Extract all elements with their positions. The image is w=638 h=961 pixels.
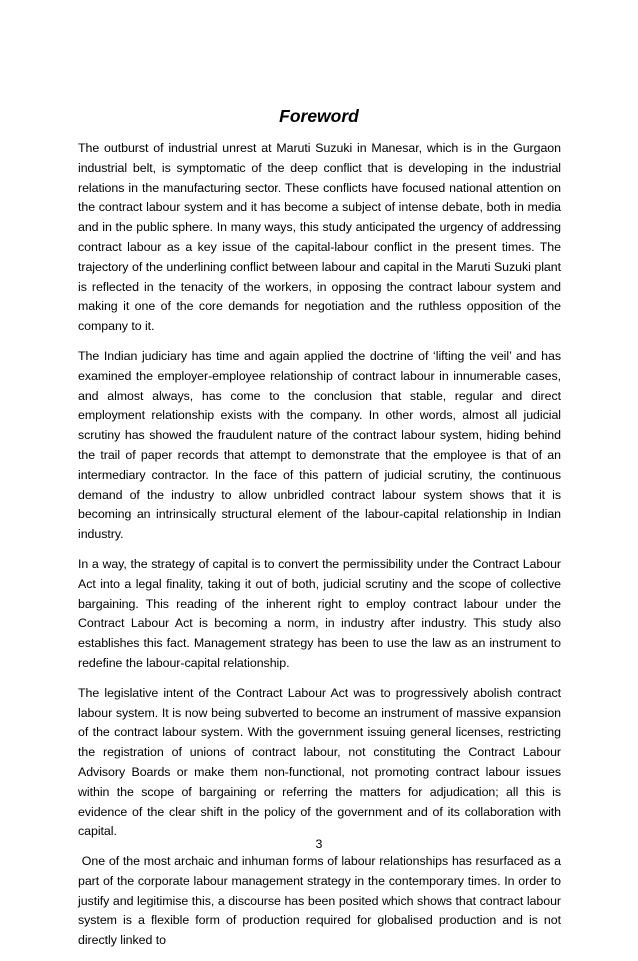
paragraph-2: The Indian judiciary has time and again applied the doctrine of ‘lifting the veil’ and has examined the employer-employee relationship of contract labour in innumerable cases, and almost always, has come to the conclusion that stable, regular and direct employment relationship exists with the company. In other words, almost all judicial scrutiny has showed the fraudulent nature of the contract labour system, hiding behind the trail of paper records that attempt to demonstrate that the employee is that of an intermediary contractor. In the face of this pattern of judicial scrutiny, the continuous demand of the industry to allow unbridled contract labour system shows that it is becoming an intrinsically structural element of the labour-capital relationship in Indian industry. (78, 348, 561, 542)
paragraph-5: One of the most archaic and inhuman forms of labour relationships has resurfaced as a part of the corporate labour management strategy in the contemporary times. In order to justify and legitimise this, a discourse has been posited which shows that contract labour system is a flexible form of production required for globalised production and is not directly linked to (78, 854, 565, 948)
paragraph-4: The legislative intent of the Contract Labour Act was to progressively abolish contract labour system. It is now being subverted to become an instrument of massive expansion of the contract labour system. With the government issuing general licenses, restricting the registration of unions of contract labour, not constituting the Contract Labour Advisory Boards or make them non-functional, not promoting contract labour issues within the scope of bargaining or referring the matters for adjudication; all this is evidence of the clear shift in the policy of the government and of its collaboration with capital. (78, 685, 561, 839)
paragraph-3: In a way, the strategy of capital is to convert the permissibility under the Contract Labour Act into a legal finality, taking it out of both, judicial scrutiny and the scope of collective bargaining. This reading of the inherent right to employ contract labour under the Contract Labour Act is becoming a norm, in industry after industry. This study also establishes this fact. Management strategy has been to use the law as an instrument to redefine the labour-capital relationship. (78, 556, 561, 670)
paragraph-1: The outburst of industrial unrest at Maruti Suzuki in Manesar, which is in the Gurgaon industrial belt, is symptomatic of the deep conflict that is developing in the industrial relations in the manufacturing sector. These conflicts have focused national attention on the contract labour system and it has become a subject of intense debate, both in media and in the public sphere. In many ways, this study anticipated the urgency of addressing contract labour as a key issue of the capital-labour conflict in the present times. The trajectory of the underlining conflict between labour and capital in the Maruti Suzuki plant is reflected in the tenacity of the workers, in opposing the contract labour system and making it one of the core demands for negotiation and the ruthless opposition of the company to it. (78, 141, 561, 334)
page-title: Foreword (279, 106, 359, 126)
page-number: 3 (315, 837, 323, 851)
